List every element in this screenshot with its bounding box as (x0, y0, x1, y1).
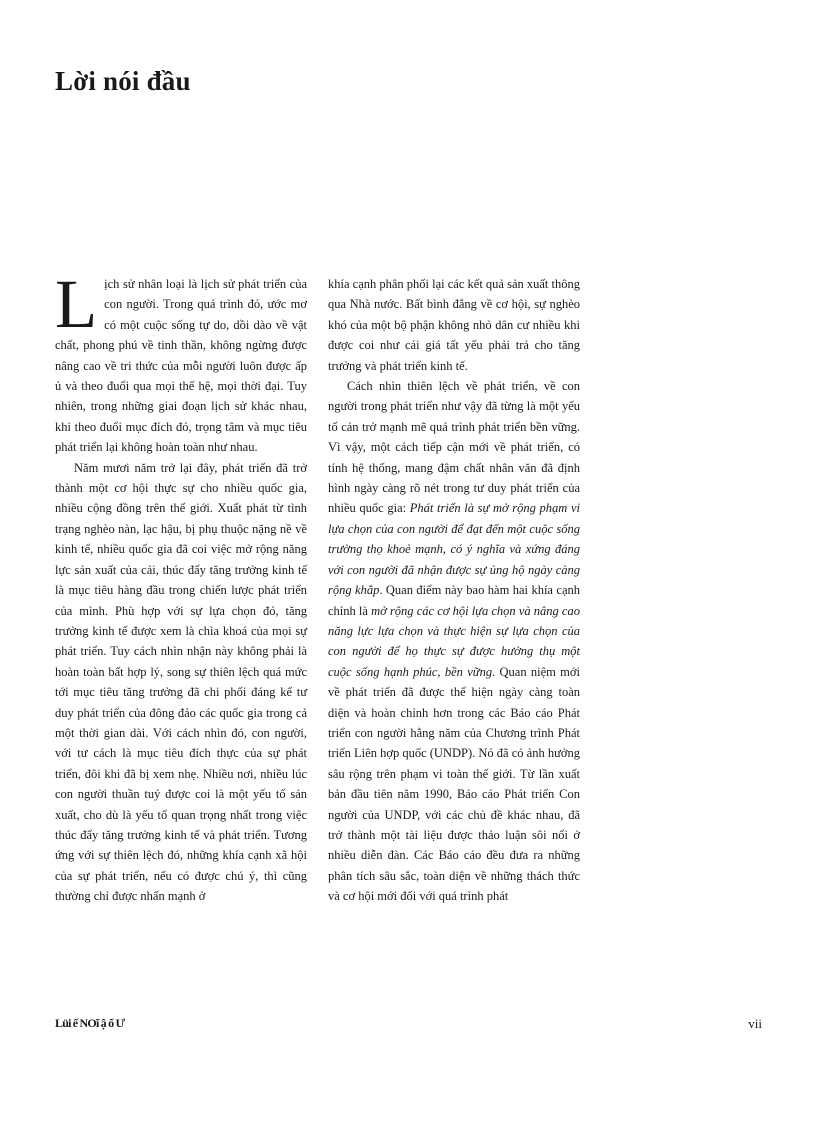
left-column (55, 266, 307, 907)
paragraph-new-approach (328, 376, 580, 907)
paragraph-intro-text: ịch sử nhân loại là lịch sử phát triển của con người. Trong quá trình đó, ước mơ có một cuộc sống tự do, dồi dào về vật chất, phong phú về tinh thần, không ngừng được nâng cao về tri thức của mỗi người luôn được ấp ủ và theo đuổi qua mọi thế hệ, mọi thời đại. Tuy nhiên, trong những giai đoạn lịch sử khác nhau, khi theo đuổi mục đích đó, trọng tâm và mục tiêu phát triển lại không hoàn toàn như nhau. (55, 277, 307, 455)
text-segment: . Quan điểm này bao hàm hai khía cạnh chính là (328, 583, 580, 618)
footer-running-title: Lüi ế NOĩ ậ ổ Ư (55, 1016, 125, 1030)
italic-aspects: mở rộng các cơ hội lựa chọn và nâng cao năng lực lựa chọn và thực hiện sự lựa chọn của con người để họ thực sự được hưởng thụ một cuộc sống hạnh phúc, bền vững (328, 603, 580, 679)
text-segment: . Quan niệm mới về phát triển đã được thể hiện ngày càng toàn diện và hoàn chỉnh hơn trong các Báo cáo Phát triển con người hằng năm của Chương trình Phát triển Liên hợp quốc (UNDP). Nó đã có ảnh hưởng sâu rộng trên phạm vi toàn thế giới. Từ lần xuất bản đầu tiên năm 1990, Báo cáo Phát triển Con người của UNDP, với các chủ đề khác nhau, đã trở thành một tài liệu được thảo luận sôi nổi ở nhiều diễn đàn. Các Báo cáo đều đưa ra những phân tích sâu sắc, toàn diện về những thách thức và cơ hội mới đối với quá trình phát (328, 664, 580, 904)
page-number: vii (748, 1016, 762, 1031)
paragraph-growth-continued: khía cạnh phân phối lại các kết quả sản xuất thông qua Nhà nước. Bất bình đẳng về cơ hội, sự nghèo khó của một bộ phận không nhỏ dân cư nhiều khi được coi như cái giá tất yếu phải trả cho tăng trưởng và phát triển kinh tế. (328, 277, 581, 373)
drop-cap: L (55, 266, 98, 342)
paragraph-growth: Năm mươi năm trở lại đây, phát triển đã trở thành một cơ hội thực sự cho nhiều quốc gia, nhiều cộng đồng trên thế giới. Xuất phát từ tình trạng nghèo nàn, lạc hậu, bị phụ thuộc nặng nề về kinh tế, nhiều quốc gia đã coi việc mở rộng năng lực sản xuất của cải, thúc đẩy tăng trưởng kinh tế là mục tiêu hàng đầu trong chiến lược phát triển của mình. Phù hợp với sự lựa chọn đó, tăng trưởng kinh tế được xem là chìa khoá của mọi sự phát triển. Tuy cách nhìn nhận này không phải là hoàn toàn bất hợp lý, song sự thiên lệch quá mức tới mục tiêu tăng trưởng đã chi phối đáng kể tư duy phát triển của đông đảo các quốc gia trong cả một thời gian dài. Với cách nhìn đó, con người, với tư cách là mục tiêu đích thực của sự phát triển, đôi khi đã bị xem nhẹ. Nhiều nơi, nhiều lúc con người thuần tuý được coi là một yếu tố sản xuất, cho dù là yếu tố quan trọng nhất trong việc thúc đẩy tăng trưởng kinh tế và phát triển. Tương ứng với sự thiên lệch đó, những khía cạnh xã hội của sự phát triển, nếu có được chú ý, thì cũng thường chỉ được nhấn mạnh ở (55, 460, 307, 904)
text-segment: Cách nhìn thiên lệch về phát triển, về con người trong phát triển như vậy đã từng là một yếu tố cản trở mạnh mẽ quá trình phát triển bền vững. Vì vậy, một cách tiếp cận mới về phát triển, có tính hệ thống, mang đậm chất nhân văn đã định hình ngày càng rõ nét trong tư duy phát triển của nhiều quốc gia: (328, 379, 580, 516)
italic-definition: Phát triển là sự mở rộng phạm vi lựa chọn của con người để đạt đến một cuộc sống trường thọ khoẻ mạnh, có ý nghĩa và xứng đáng với con người đã nhận được sự ủng hộ ngày càng rộng khắp (328, 501, 580, 598)
right-column (328, 274, 580, 907)
paragraph-intro (55, 266, 307, 458)
page-title: Lời nói đầu (55, 66, 191, 96)
